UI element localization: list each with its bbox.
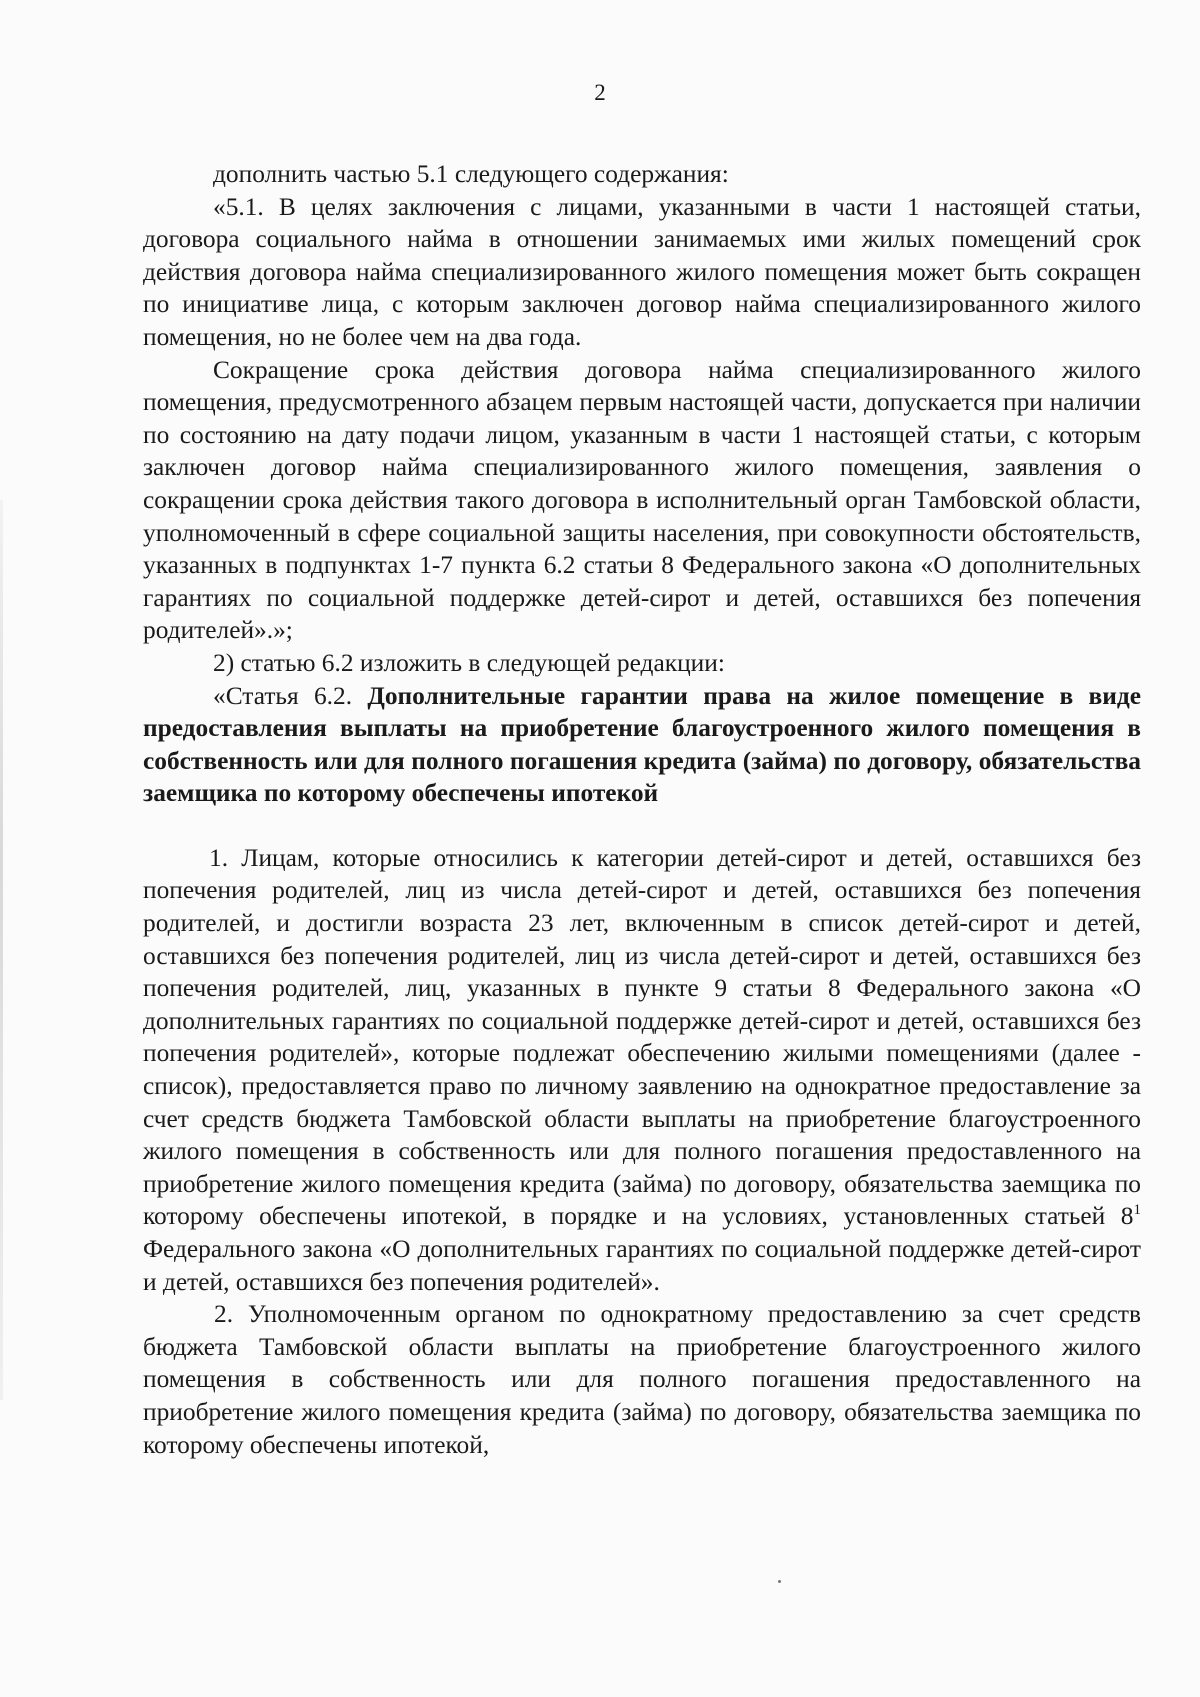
paragraph-item-2: 2. Уполномоченным органом по однократному предоставлению за счет средств бюджета Тамбовской области выплаты на приобретение благоустроенного жилого помещения в собственность или для полного погашения предоставленного на приобретение жилого помещения кредита (займа) по договору, обязательства заемщика по которому обеспечены ипотекой, [143,1300,1141,1459]
paragraph-part-5-1: «5.1. В целях заключения с лицами, указанными в части 1 настоящей статьи, договора социального найма в отношении занимаемых ими жилых помещений срок действия договора найма специализированного жилого помещения может быть сокращен по инициативе лица, с которым заключен договор найма специализированного жилого помещения, но не более чем на два года. [143,192,1141,351]
item-1-superscript: 1 [1133,1202,1141,1219]
scan-speck [778,1580,781,1583]
paragraph-amend-intro: дополнить частью 5.1 следующего содержания: [213,160,729,188]
item-1-text-part2: Федерального закона «О дополнительных гарантиях по социальной поддержке детей-сирот и детей, оставшихся без попечения родителей». [143,1235,1141,1296]
paragraph-item-1 [143,842,1141,1298]
scan-edge-shadow [0,500,3,1400]
page-number: 2 [594,80,606,105]
paragraph-article-6-2-intro: 2) статью 6.2 изложить в следующей редакции: [213,648,725,677]
document-body [143,158,1141,1461]
article-6-2-heading [143,680,1141,810]
article-6-2-label: «Статья 6.2. [213,681,368,710]
article-6-2-title: Дополнительные гарантии права на жилое помещение в виде предоставления выплаты на приобретение благоустроенного жилого помещения в собственность или для полного погашения кредита (займа) по договору, обязательства заемщика по которому обеспечены ипотекой [143,681,1141,808]
paragraph-shortening-term: Сокращение срока действия договора найма специализированного жилого помещения, предусмотренного абзацем первым настоящей части, допускается при наличии по состоянию на дату подачи лицом, указанным в части 1 настоящей статьи, с которым заключен договор найма специализированного жилого помещения, заявления о сокращении срока действия такого договора в исполнительный орган Тамбовской области, уполномоченный в сфере социальной защиты населения, при совокупности обстоятельств, указанных в подпунктах 1-7 пункта 6.2 статьи 8 Федерального закона «О дополнительных гарантиях по социальной поддержке детей-сирот и детей, оставшихся без попечения родителей».»; [143,355,1141,645]
item-1-text-part1: 1. Лицам, которые относились к категории детей-сирот и детей, оставшихся без попечения родителей, лиц из числа детей-сирот и детей, оставшихся без попечения родителей, и достигли возраста 23 лет, включенным в список детей-сирот и детей, оставшихся без попечения родителей, лиц из числа детей-сирот и детей, оставшихся без попечения родителей, лиц, указанных в пункте 9 статьи 8 Федерального закона «О дополнительных гарантиях по социальной поддержке детей-сирот и детей, оставшихся без попечения родителей», которые подлежат обеспечению жилыми помещениями (далее - список), предоставляется право по личному заявлению на однократное предоставление за счет средств бюджета Тамбовской области выплаты на приобретение благоустроенного жилого помещения в собственность или для полного погашения предоставленного на приобретение жилого помещения кредита (займа) по договору, обязательства заемщика по которому обеспечены ипотекой, в порядке и на условиях, установленных статьей 8 [143,843,1141,1231]
